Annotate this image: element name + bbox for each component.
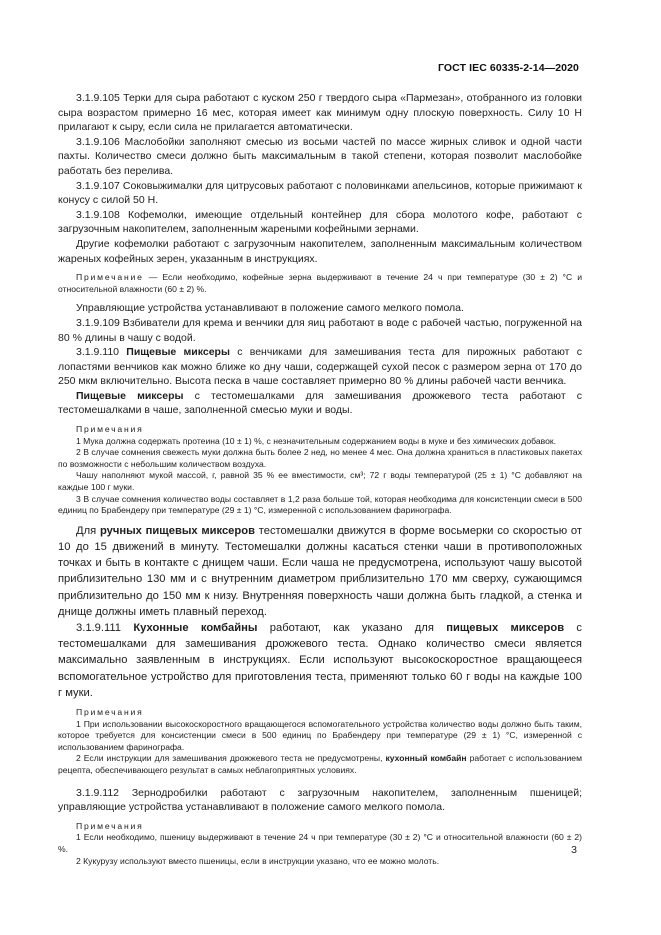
page-number: 3 [571,844,577,856]
note-111-2: 2 Если инструкции для замешивания дрожжевого теста не предусмотрены, кухонный комбайн работает с использованием рецепта, обеспечивающего результат в самых неблагоприятных условиях. [58,753,582,776]
note-110-3: 3 В случае сомнения количество воды составляет в 1,2 раза больше той, которая необходима для консистенции смеси в 500 единиц по Брабендеру при температуре (29 ± 1) °С, измеренной с использованием фаринографа. [58,493,582,516]
clause-110 [58,345,582,389]
note-111-1: 1 При использовании высокоскоростного вращающегося вспомогательного устройства количество воды должно быть таким, которое требуется для консистенции смеси в 500 единиц по Брабендеру при температуре (29 ± 1) °С, измеренной с использованием фаринографа. [58,718,582,752]
note-112-2: 2 Кукурузу используют вместо пшеницы, если в инструкции указано, что ее можно молоть. [76,855,440,866]
clause-108-controls: Управляющие устройства устанавливают в положение самого мелкого помола. [76,302,464,315]
clause-108-other-grinders: Другие кофемолки работают с загрузочным накопителем, заполненным максимальным количеством жареных кофейных зерен, указанным в инструкциях. [58,237,582,265]
clause-111: 3.1.9.111 Кухонные комбайны работают, как указано для пищевых миксеров с тестомешалками для замешивания дрожжевого теста. Однако количество смеси является максимально заявленным в инструкциях. Если используют высокоскоростное вращающееся вспомогательное устройство для приготовления теста, применяют только 60 г воды на каждые 100 г муки. [58,622,583,699]
term-food-mixers-3: пищевых миксеров [446,622,565,635]
term-food-mixers-2: Пищевые миксеры [76,389,184,402]
note-108-label: Примечание [76,272,144,283]
clause-110-dough-text: с тестомешалками для замешивания дрожжевого теста работают с тестомешалками в чаше, заполненной смесью муки и воды. [58,389,582,417]
note-108 [58,272,582,295]
note-108-text: — Если необходимо, кофейные зерна выдерживают в течение 24 ч при температуре (30 ± 2) °С и относительной влажности (60 ± 2) %. [58,272,582,294]
clause-107: 3.1.9.107 Соковыжималки для цитрусовых работают с половинками апельсинов, которые прижимают к конусу с силой 50 Н. [58,179,582,207]
clause-106: 3.1.9.106 Маслобойки заполняют смесью из восьми частей по массе жирных сливок и одной части пахты. Количество смеси должно быть максимальным в такой степени, которая позволит маслобойке работать без перелива. [58,135,582,177]
clause-108: 3.1.9.108 Кофемолки, имеющие отдельный контейнер для сбора молотого кофе, работают с загрузочным накопителем, заполненным жареными кофейными зернами. [58,208,582,236]
page-content [58,91,582,867]
term-food-mixers: Пищевые миксеры [126,346,230,359]
term-food-processor: кухонный комбайн [385,753,467,764]
notes-110-title: Примечания [76,424,144,435]
note-110-2-continued: Чашу наполняют мукой массой, г, равной 35 % ее вместимости, см³; 72 г воды температурой (25 ± 1) °С добавляют на каждые 100 г муки. [58,470,582,493]
clause-manual-mixers: Для ручных пищевых миксеров тестомешалки движутся в форме восьмерки со скоростью от 10 до 15 движений в минуту. Тестомешалки должны касаться стенки чаши в противоположных точках и быть в контакте с днищем чаши. Если чаша не предусмотрена, используют чашу высотой приблизительно 130 мм и с внутренним диаметром приблизительно 170 мм сверху, сужающимся приблизительно до 150 мм к низу. Внутренняя поверхность чаши должна быть гладкой, а стенка и днище должны иметь плавный переход. [58,524,582,618]
clause-110-text: с венчиками для замешивания теста для пирожных работают с лопастями венчиков как можно ближе ко дну чаши, содержащей сухой песок с размером зерна от 170 до 250 мкм включительно. Высота песка в чаше составляет примерно 80 % длины рабочей части венчика. [58,346,582,388]
term-food-processors: Кухонные комбайны [133,622,258,635]
note-112-1: 1 Если необходимо, пшеницу выдерживают в течение 24 ч при температуре (30 ± 2) °С и относительной влажности (60 ± 2) %. [58,832,582,854]
clause-105: 3.1.9.105 Терки для сыра работают с куском 250 г твердого сыра «Пармезан», отобранного из головки сыра возрастом примерно 16 мес, которая имеет как минимум одну плоскую поверхность. Силу 10 Н прилагают к сыру, если сила не прилагается автоматически. [58,92,582,134]
clause-109: 3.1.9.109 Взбиватели для крема и венчики для яиц работают в воде с рабочей частью, погруженной на 80 % длины в чашу с водой. [58,316,582,344]
notes-112-title: Примечания [76,820,144,831]
note-110-1: 1 Мука должна содержать протеина (10 ± 1) %, с незначительным содержанием воды в муке и без химических добавок. [76,435,556,446]
page-header-standard: ГОСТ IEC 60335-2-14—2020 [437,62,579,74]
term-hand-held-mixers: ручных пищевых миксеров [99,524,255,537]
clause-110-number: 3.1.9.110 [76,346,127,359]
note-110-2: 2 В случае сомнения свежесть муки должна быть более 2 нед, но менее 4 мес. Она должна храниться в пластиковых пакетах по возможности с небольшим количеством воздуха. [58,447,582,469]
clause-110-dough-hooks [58,389,582,418]
clause-112: 3.1.9.112 Зернодробилки работают с загрузочным накопителем, заполненным пшеницей; управляющие устройства устанавливают в положение самого мелкого помола. [58,786,582,814]
notes-111-title: Примечания [76,707,144,718]
